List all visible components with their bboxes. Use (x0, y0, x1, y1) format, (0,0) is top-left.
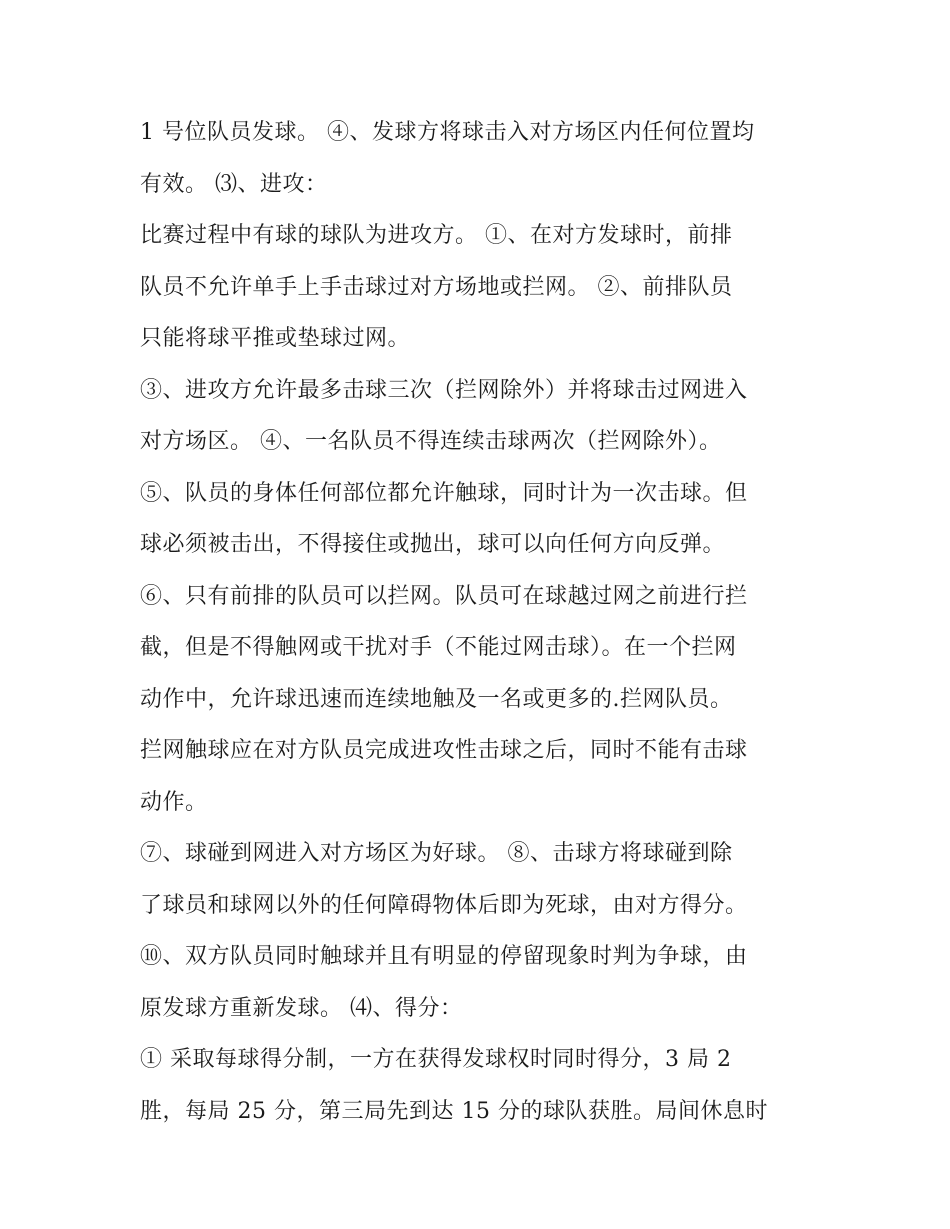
text-line: 原发球方重新发球。 ⑷、得分： (140, 995, 463, 1021)
text-line: 队员不允许单手上手击球过对方场地或拦网。 ②、前排队员 (140, 274, 733, 300)
text-line: ⑥、只有前排的队员可以拦网。队员可在球越过网之前进行拦 (140, 583, 748, 609)
text-line: ⑦、球碰到网进入对方场区为好球。 ⑧、击球方将球碰到除 (140, 841, 733, 866)
text-line: 胜，每局 25 分，第三局先到达 15 分的球队获胜。局间休息时 (140, 1098, 768, 1124)
text-line: 有效。 ⑶、进攻： (140, 171, 328, 197)
text-line: 只能将球平推或垫球过网。 (140, 326, 411, 351)
text-line: 球必须被击出，不得接住或抛出，球可以向任何方向反弹。 (140, 532, 726, 557)
text-line: 了球员和球网以外的任何障碍物体后即为死球，由对方得分。 (140, 892, 748, 918)
text-line: 动作。 (140, 789, 208, 815)
text-line: 截，但是不得触网或干扰对手（不能过网击球）。在一个拦网 (140, 635, 737, 660)
text-line: 1 号位队员发球。 ④、发球方将球击入对方场区内任何位置均 (140, 120, 755, 145)
text-line: 动作中，允许球迅速而连续地触及一名或更多的.拦网队员。 (140, 686, 733, 712)
text-line: ⑩、双方队员同时触球并且有明显的停留现象时判为争球，由 (140, 944, 748, 969)
text-line: ③、进攻方允许最多击球三次（拦网除外）并将球击过网进入 (140, 377, 748, 403)
text-line: ⑤、队员的身体任何部位都允许触球，同时计为一次击球。但 (140, 480, 748, 506)
document-body (140, 107, 820, 1137)
text-line: ① 采取每球得分制，一方在获得发球权时同时得分，3 局 2 (140, 1047, 732, 1072)
text-line: 拦网触球应在对方队员完成进攻性击球之后，同时不能有击球 (140, 738, 748, 763)
text-line: 比赛过程中有球的球队为进攻方。 ①、在对方发球时，前排 (140, 223, 733, 248)
text-line: 对方场区。 ④、一名队员不得连续击球两次（拦网除外）。 (140, 429, 722, 454)
